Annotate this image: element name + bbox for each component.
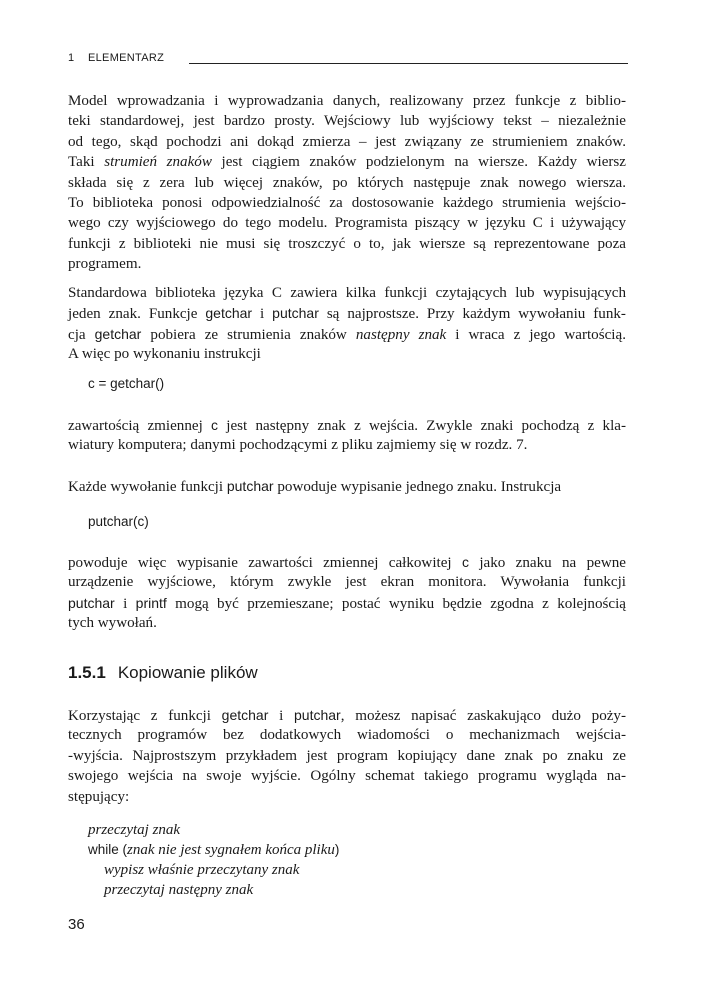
pseudo-line <box>88 860 339 880</box>
chapter-title: ELEMENTARZ <box>88 52 165 64</box>
pseudo-text: przeczytaj znak <box>88 822 181 838</box>
keyword-putchar: putchar <box>272 305 319 322</box>
paragraph-getchar <box>68 283 626 365</box>
text-span: są najprostsze. Przy każdym wywołaniu funk- <box>326 306 626 323</box>
text-span: jako znaku na pewne <box>479 555 626 571</box>
page-number: 36 <box>68 916 85 933</box>
emphasis: strumień znaków <box>104 154 212 171</box>
text-line <box>68 476 626 496</box>
text-line: swojego wejścia na swoje wyjście. Ogólny schemat takiego programu wygląda na- <box>68 768 626 785</box>
text-span: pobiera ze strumienia znaków <box>150 326 347 343</box>
pseudo-text: wypisz właśnie przeczytany znak <box>104 862 300 878</box>
chapter-number: 1 <box>68 52 75 64</box>
text-span: jest następny znak z wejścia. Zwykle znaki pochodzą z kla- <box>226 418 626 434</box>
text-line <box>68 324 626 344</box>
text-line: A więc po wykonaniu instrukcji <box>68 346 261 363</box>
section-heading <box>68 663 258 683</box>
text-span: powoduje wypisanie jednego znaku. Instrukcja <box>277 479 562 495</box>
text-line: -wyjścia. Najprostszym przykładem jest program kopiujący dane znak po znaku ze <box>68 747 626 764</box>
keyword-getchar: getchar <box>205 305 253 322</box>
emphasis: następny znak <box>355 326 447 343</box>
text-span: zawartością zmiennej <box>68 418 203 434</box>
text-line <box>68 705 626 725</box>
text-span: i wraca z jego wartością. <box>455 326 626 343</box>
text-line: Standardowa biblioteka języka C zawiera kilka funkcji czytających lub wypisujących <box>68 285 626 301</box>
pseudo-line <box>88 840 339 860</box>
pseudo-line <box>88 820 339 840</box>
text-span: , możesz napisać zaskakująco dużo poży- <box>340 708 627 724</box>
text-span: Każde wywołanie funkcji <box>68 479 224 495</box>
keyword-putchar: putchar <box>226 478 274 494</box>
keyword-putchar: putchar <box>294 707 341 723</box>
running-header <box>68 52 628 68</box>
pseudocode-block <box>88 820 339 900</box>
header-rule <box>189 63 628 64</box>
text-span: ( <box>118 842 128 857</box>
text-line: tych wywołań. <box>68 615 157 632</box>
keyword-printf: printf <box>135 594 167 611</box>
keyword-c: c <box>211 417 219 433</box>
keyword-while: while <box>88 842 119 857</box>
text-span: i <box>260 306 265 323</box>
text-span: i <box>279 708 284 724</box>
text-line: funkcji z biblioteki nie musi się troszczyć o to, jak wiersze są reprezentowane poza <box>68 235 626 252</box>
text-line <box>68 552 626 572</box>
text-line: stępujący: <box>68 788 130 805</box>
text-span: powoduje więc wypisanie zawartości zmiennej całkowitej <box>68 555 452 571</box>
text-span: cja <box>68 326 86 343</box>
pseudo-text: przeczytaj następny znak <box>104 882 254 898</box>
code-putchar: putchar(c) <box>88 514 149 529</box>
pseudo-condition: znak nie jest sygnałem końca pliku <box>127 842 335 858</box>
section-title: Kopiowanie plików <box>117 663 258 682</box>
text-line: Model wprowadzania i wyprowadzania danych, realizowany przez funkcje z biblio- <box>68 93 626 109</box>
text-line: wego czy wyjściowego do tego modelu. Programista piszący w języku C i używający <box>68 215 626 232</box>
section-number: 1.5.1 <box>68 663 106 682</box>
keyword-putchar: putchar <box>68 594 115 611</box>
text-line: wiatury komputera; danymi pochodzącymi z pliku zajmiemy się w rozdz. 7. <box>68 437 528 454</box>
paragraph-output <box>68 552 626 634</box>
keyword-getchar: getchar <box>221 707 269 723</box>
text-span: jest ciągiem znaków podzielonym na wiersze. Każdy wiersz <box>221 154 626 171</box>
text-line: urządzenie wyjściowe, którym zwykle jest ekran monitora. Wywołania funkcji <box>68 574 626 591</box>
text-span: Korzystając z funkcji <box>68 708 211 724</box>
text-span: i <box>123 595 128 612</box>
text-line <box>68 593 626 613</box>
text-span: jeden znak. Funkcje <box>68 306 198 323</box>
paragraph-copying <box>68 705 626 807</box>
keyword-getchar: getchar <box>94 325 142 342</box>
paragraph-stream-model <box>68 91 626 275</box>
text-line: składa się z zera lub więcej znaków, po których następuje znak nowego wiersza. <box>68 174 626 191</box>
text-line: tecznych programów bez dodatkowych wiadomości o mechanizmach wejścia- <box>68 727 626 744</box>
text-line <box>68 152 626 172</box>
text-line: To biblioteka ponosi odpowiedzialność za dostosowanie każdego strumienia wejścio- <box>68 194 626 211</box>
pseudo-line <box>88 880 339 900</box>
text-line: od tego, skąd pochodzi ani dokąd zmierza – jest związany ze strumieniem znaków. <box>68 133 626 150</box>
text-line: programem. <box>68 256 142 273</box>
keyword-c: c <box>461 554 469 570</box>
paragraph-keyboard <box>68 415 626 456</box>
text-line <box>68 415 626 435</box>
paragraph-putchar <box>68 476 626 496</box>
text-span: mogą być przemieszane; postać wyniku będzie zgodna z kolejnością <box>175 595 626 612</box>
text-line: teki standardowej, jest bardzo prosty. Wejściowy lub wyjściowy tekst – niezależnie <box>68 113 626 130</box>
text-span: ) <box>334 842 340 857</box>
code-getchar: c = getchar() <box>88 376 165 391</box>
text-span: Taki <box>68 154 95 171</box>
text-line <box>68 303 626 323</box>
